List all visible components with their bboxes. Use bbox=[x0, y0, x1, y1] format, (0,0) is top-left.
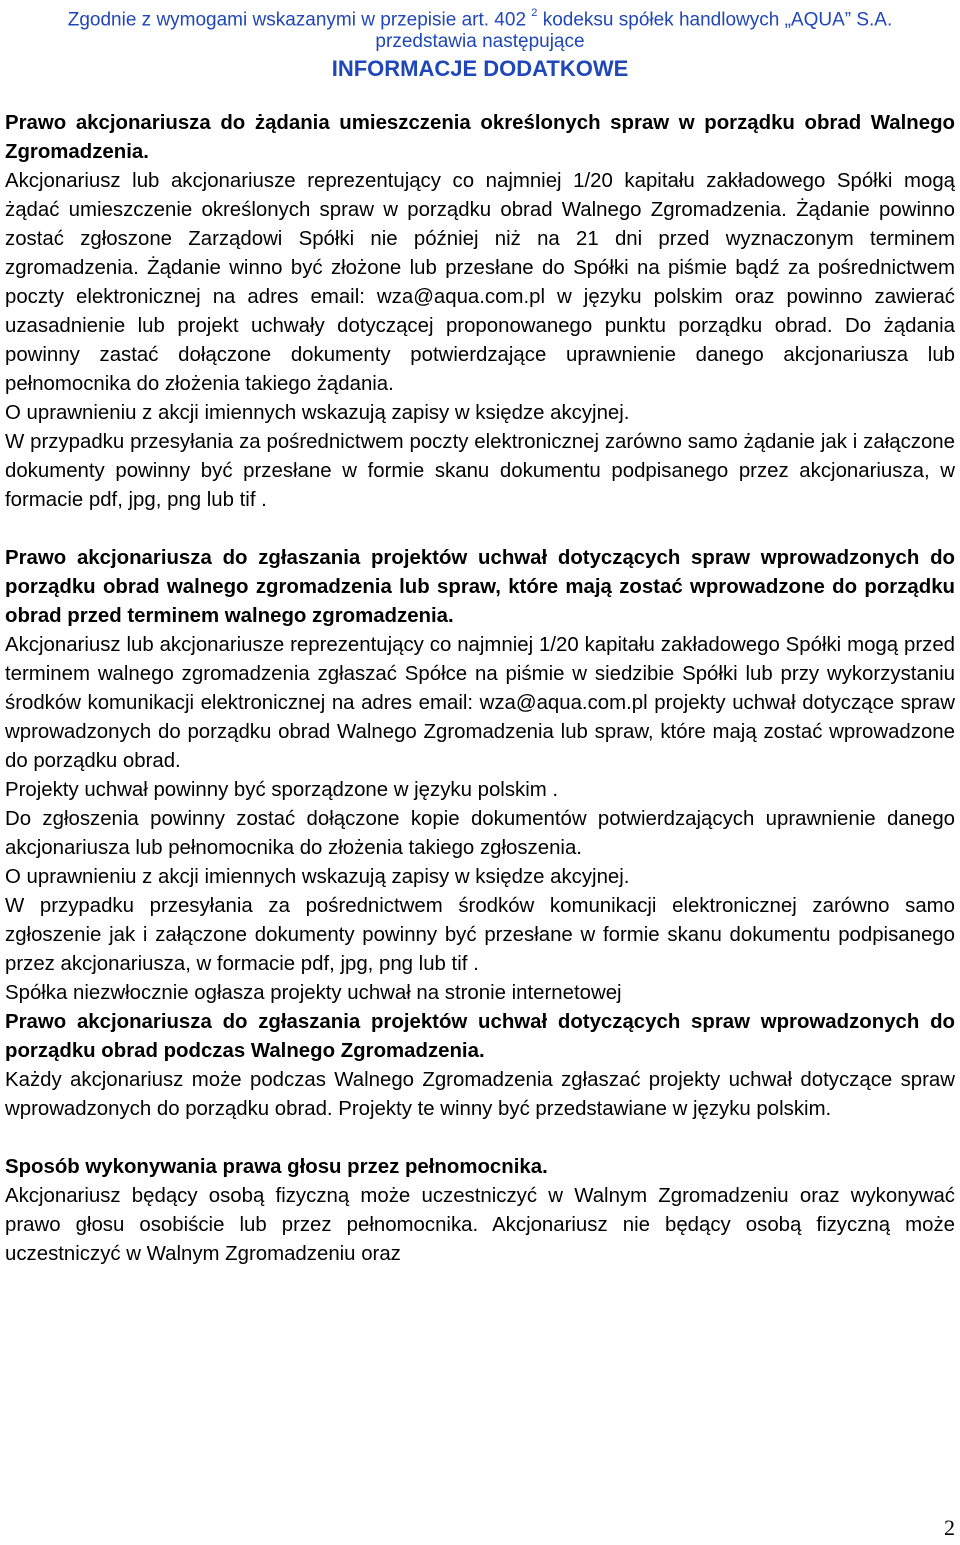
section-spacer bbox=[5, 1124, 955, 1153]
section1-paragraph-2: O uprawnieniu z akcji imiennych wskazują zapisy w księdze akcyjnej. bbox=[5, 402, 630, 424]
header-line1-text: Zgodnie z wymogami wskazanymi w przepisie art. 402 bbox=[67, 9, 527, 31]
section2-paragraph-1: Akcjonariusz lub akcjonariusze reprezentujący co najmniej 1/20 kapitału zakładowego Spółki mogą przed terminem walnego zgromadzenia zgłaszać Spółce na piśmie w siedzibie Spółki lub przy wykorzystaniu środków komunikacji elektronicznej na adres email: wza@aqua.com.pl projekty uchwał dotyczące spraw wprowadzonych do porządku obrad Walnego Zgromadzenia lub spraw, które mają zostać wprowadzone do porządku obrad. bbox=[5, 634, 955, 772]
section2-paragraph-2: Projekty uchwał powinny być sporządzone w języku polskim . bbox=[5, 779, 559, 801]
section1-paragraph-3: W przypadku przesyłania za pośrednictwem poczty elektronicznej zarówno samo żądanie jak i załączone dokumenty powinny być przesłane w formie skanu dokumentu podpisanego przez akcjonariusza, w formacie pdf, jpg, png lub tif . bbox=[5, 431, 955, 511]
document-title: INFORMACJE DODATKOWE bbox=[331, 56, 629, 82]
section2-paragraph-6: Spółka niezwłocznie ogłasza projekty uchwał na stronie internetowej bbox=[5, 982, 622, 1004]
header-line1-superscript: 2 bbox=[531, 7, 538, 19]
section4-heading: Sposób wykonywania prawa głosu przez pełnomocnika. bbox=[5, 1156, 548, 1178]
section-spacer bbox=[5, 515, 955, 544]
page-number: 2 bbox=[944, 1515, 955, 1540]
section3-heading: Prawo akcjonariusza do zgłaszania projektów uchwał dotyczących spraw wprowadzonych do porządku obrad podczas Walnego Zgromadzenia. bbox=[5, 1011, 955, 1062]
section2-paragraph-5: W przypadku przesyłania za pośrednictwem środków komunikacji elektronicznej zarówno samo zgłoszenie jak i załączone dokumenty powinny być przesłane w formie skanu dokumentu podpisanego przez akcjonariusza, w formacie pdf, jpg, png lub tif . bbox=[5, 895, 955, 975]
section3-paragraph-1: Każdy akcjonariusz może podczas Walnego Zgromadzenia zgłaszać projekty uchwał dotyczące spraw wprowadzonych do porządku obrad. Projekty te winny być przedstawiane w języku polskim. bbox=[5, 1069, 955, 1120]
section2-paragraph-4: O uprawnieniu z akcji imiennych wskazują zapisy w księdze akcyjnej. bbox=[5, 866, 630, 888]
section2-heading: Prawo akcjonariusza do zgłaszania projektów uchwał dotyczących spraw wprowadzonych do porządku obrad walnego zgromadzenia lub spraw, które mają zostać wprowadzone do porządku obrad przed terminem walnego zgromadzenia. bbox=[5, 547, 955, 627]
section2-paragraph-3: Do zgłoszenia powinny zostać dołączone kopie dokumentów potwierdzających uprawnienie danego akcjonariusza lub pełnomocnika do złożenia takiego zgłoszenia. bbox=[5, 808, 955, 859]
document-body bbox=[5, 109, 955, 1269]
header-line1-text-end: kodeksu spółek handlowych „AQUA” S.A. bbox=[542, 9, 893, 31]
document-header bbox=[0, 4, 960, 85]
section1-heading: Prawo akcjonariusza do żądania umieszczenia określonych spraw w porządku obrad Walnego Zgromadzenia. bbox=[5, 112, 955, 163]
header-line-legal-basis bbox=[0, 4, 960, 31]
section1-paragraph-1: Akcjonariusz lub akcjonariusze reprezentujący co najmniej 1/20 kapitału zakładowego Spółki mogą żądać umieszczenie określonych spraw w porządku obrad Walnego Zgromadzenia. Żądanie powinno zostać zgłoszone Zarządowi Spółki nie później niż na 21 dni przed wyznaczonym terminem zgromadzenia. Żądanie winno być złożone lub przesłane do Spółki na piśmie bądź za pośrednictwem poczty elektronicznej na adres email: wza@aqua.com.pl w języku polskim oraz powinno zawierać uzasadnienie lub projekt uchwały dotyczącej proponowanego punktu porządku obrad. Do żądania powinny zastać dołączone dokumenty potwierdzające uprawnienie danego akcjonariusza lub pełnomocnika do złożenia takiego żądania. bbox=[5, 170, 955, 395]
section4-paragraph-1: Akcjonariusz będący osobą fizyczną może uczestniczyć w Walnym Zgromadzeniu oraz wykonywać prawo głosu osobiście lub przez pełnomocnika. Akcjonariusz nie będący osobą fizyczną może uczestniczyć w Walnym Zgromadzeniu oraz bbox=[5, 1185, 955, 1265]
header-line-presents: przedstawia następujące bbox=[375, 31, 585, 53]
